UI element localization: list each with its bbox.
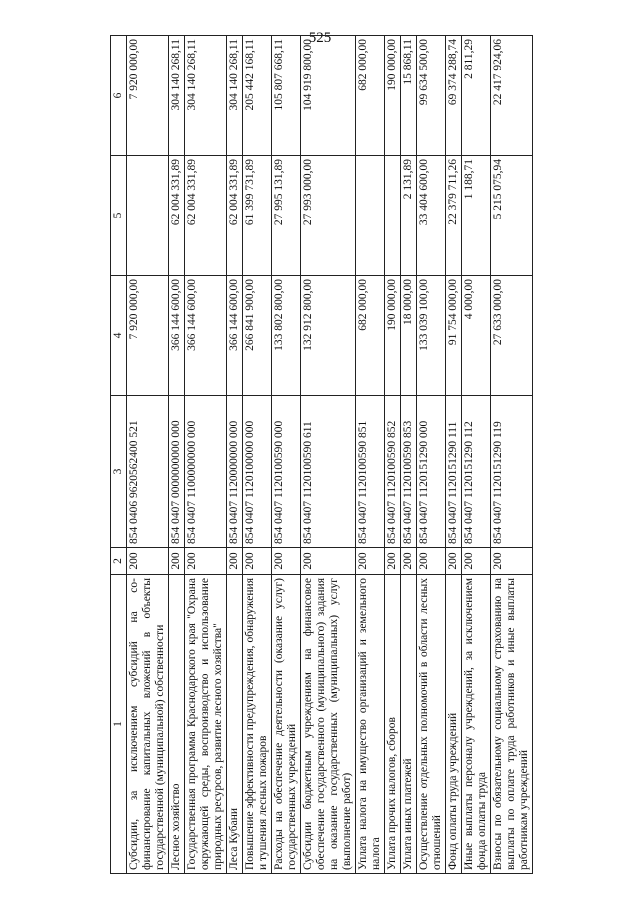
table-row <box>243 36 272 874</box>
row-name-cell: Субсидии бюджетным учреждениям на финансовое обеспечение государственного (муниципального) задания на оказание государственных (муниципальных) услуг (выполнение работ) <box>301 575 356 874</box>
budget-classification-cell: 854 0407 1120151290 111 <box>446 396 462 548</box>
amount-cell: 62 004 331,89 <box>227 156 243 276</box>
row-code-cell: 200 <box>401 548 417 575</box>
row-name-cell: Иные выплаты персоналу учреждений, за исключением фонда оплаты труда <box>462 575 491 874</box>
budget-classification-cell: 854 0406 9620562400 521 <box>127 396 169 548</box>
table-row <box>462 36 491 874</box>
row-code-cell: 200 <box>446 548 462 575</box>
amount-cell: 22 379 711,26 <box>446 156 462 276</box>
row-code-cell: 200 <box>127 548 169 575</box>
table-row <box>127 36 169 874</box>
table-row <box>169 36 185 874</box>
budget-classification-cell: 854 0407 1120100590 000 <box>272 396 301 548</box>
column-number: 5 <box>111 156 127 276</box>
row-code-cell: 200 <box>301 548 356 575</box>
table-row <box>385 36 401 874</box>
amount-cell: 62 004 331,89 <box>185 156 227 276</box>
amount-cell: 190 000,00 <box>385 276 401 396</box>
amount-cell: 7 920 000,00 <box>127 276 169 396</box>
amount-cell: 682 000,00 <box>356 36 385 156</box>
budget-classification-cell: 854 0407 1120151290 119 <box>491 396 533 548</box>
budget-table-body <box>111 36 533 874</box>
column-numbers-row <box>111 36 127 874</box>
budget-classification-cell: 854 0407 1120100590 852 <box>385 396 401 548</box>
column-number: 6 <box>111 36 127 156</box>
budget-classification-cell: 854 0407 1100000000 000 <box>185 396 227 548</box>
row-name-cell: Субсидии, за исключением субсидий на со-финансирование капитальных вложений в объекты государственной (муниципальной) собственности <box>127 575 169 874</box>
table-row <box>301 36 356 874</box>
amount-cell: 2 811,29 <box>462 36 491 156</box>
budget-classification-cell: 854 0407 1120100590 853 <box>401 396 417 548</box>
amount-cell: 27 993 000,00 <box>301 156 356 276</box>
row-code-cell: 200 <box>243 548 272 575</box>
row-code-cell: 200 <box>385 548 401 575</box>
table-row <box>446 36 462 874</box>
column-number: 1 <box>111 575 127 874</box>
amount-cell <box>385 156 401 276</box>
table-row <box>401 36 417 874</box>
amount-cell: 133 039 100,00 <box>417 276 446 396</box>
amount-cell: 105 807 668,11 <box>272 36 301 156</box>
budget-classification-cell: 854 0407 1120151290 000 <box>417 396 446 548</box>
table-row <box>272 36 301 874</box>
amount-cell: 304 140 268,11 <box>169 36 185 156</box>
amount-cell: 682 000,00 <box>356 276 385 396</box>
amount-cell: 62 004 331,89 <box>169 156 185 276</box>
budget-classification-cell: 854 0407 1120100590 611 <box>301 396 356 548</box>
amount-cell: 27 633 000,00 <box>491 276 533 396</box>
amount-cell: 33 404 600,00 <box>417 156 446 276</box>
row-name-cell: Осуществление отдельных полномочий в области лесных отношений <box>417 575 446 874</box>
table-row <box>491 36 533 874</box>
page-number: 525 <box>308 30 332 46</box>
table-row <box>356 36 385 874</box>
amount-cell <box>356 156 385 276</box>
amount-cell: 99 634 500,00 <box>417 36 446 156</box>
amount-cell: 69 374 288,74 <box>446 36 462 156</box>
amount-cell: 190 000,00 <box>385 36 401 156</box>
budget-classification-cell: 854 0407 1120000000 000 <box>227 396 243 548</box>
row-name-cell: Леса Кубани <box>227 575 243 874</box>
row-code-cell: 200 <box>272 548 301 575</box>
amount-cell: 366 144 600,00 <box>227 276 243 396</box>
amount-cell: 15 868,11 <box>401 36 417 156</box>
row-name-cell: Взносы по обязательному социальному страхованию на выплаты по оплате труда работников и иные выплаты работникам учреждений <box>491 575 533 874</box>
row-code-cell: 200 <box>491 548 533 575</box>
row-name-cell: Повышение эффективности предупреждения, обнаружения и тушения лесных пожаров <box>243 575 272 874</box>
row-name-cell: Уплата налога на имущество организаций и земельного налога <box>356 575 385 874</box>
row-code-cell: 200 <box>227 548 243 575</box>
amount-cell: 2 131,89 <box>401 156 417 276</box>
budget-classification-cell: 854 0407 0000000000 000 <box>169 396 185 548</box>
amount-cell: 133 802 800,00 <box>272 276 301 396</box>
amount-cell: 132 912 800,00 <box>301 276 356 396</box>
budget-classification-cell: 854 0407 1120100590 851 <box>356 396 385 548</box>
amount-cell: 61 399 731,89 <box>243 156 272 276</box>
budget-table <box>110 35 533 874</box>
row-name-cell: Фонд оплаты труда учреждений <box>446 575 462 874</box>
row-name-cell: Расходы на обеспечение деятельности (оказание услуг) государственных учреждений <box>272 575 301 874</box>
row-name-cell: Уплата иных платежей <box>401 575 417 874</box>
table-row <box>227 36 243 874</box>
column-number: 4 <box>111 276 127 396</box>
row-code-cell: 200 <box>462 548 491 575</box>
row-code-cell: 200 <box>417 548 446 575</box>
column-number: 2 <box>111 548 127 575</box>
table-row <box>417 36 446 874</box>
amount-cell: 366 144 600,00 <box>185 276 227 396</box>
amount-cell: 7 920 000,00 <box>127 36 169 156</box>
row-name-cell: Лесное хозяйство <box>169 575 185 874</box>
budget-classification-cell: 854 0407 1120151290 112 <box>462 396 491 548</box>
amount-cell: 266 841 900,00 <box>243 276 272 396</box>
table-row <box>185 36 227 874</box>
budget-classification-cell: 854 0407 1120100000 000 <box>243 396 272 548</box>
column-number: 3 <box>111 396 127 548</box>
amount-cell: 4 000,00 <box>462 276 491 396</box>
row-code-cell: 200 <box>169 548 185 575</box>
amount-cell: 18 000,00 <box>401 276 417 396</box>
amount-cell: 27 995 131,89 <box>272 156 301 276</box>
amount-cell: 5 215 075,94 <box>491 156 533 276</box>
amount-cell <box>127 156 169 276</box>
rotated-table-wrapper <box>110 39 635 874</box>
amount-cell: 1 188,71 <box>462 156 491 276</box>
amount-cell: 205 442 168,11 <box>243 36 272 156</box>
amount-cell: 22 417 924,06 <box>491 36 533 156</box>
row-code-cell: 200 <box>185 548 227 575</box>
amount-cell: 304 140 268,11 <box>185 36 227 156</box>
amount-cell: 104 919 800,00 <box>301 36 356 156</box>
row-name-cell: Государственная программа Краснодарского края "Охрана окружающей среды, воспроизводство и использование природных ресурсов, развитие лесного хозяйства" <box>185 575 227 874</box>
amount-cell: 304 140 268,11 <box>227 36 243 156</box>
row-name-cell: Уплата прочих налогов, сборов <box>385 575 401 874</box>
amount-cell: 91 754 000,00 <box>446 276 462 396</box>
row-code-cell: 200 <box>356 548 385 575</box>
amount-cell: 366 144 600,00 <box>169 276 185 396</box>
